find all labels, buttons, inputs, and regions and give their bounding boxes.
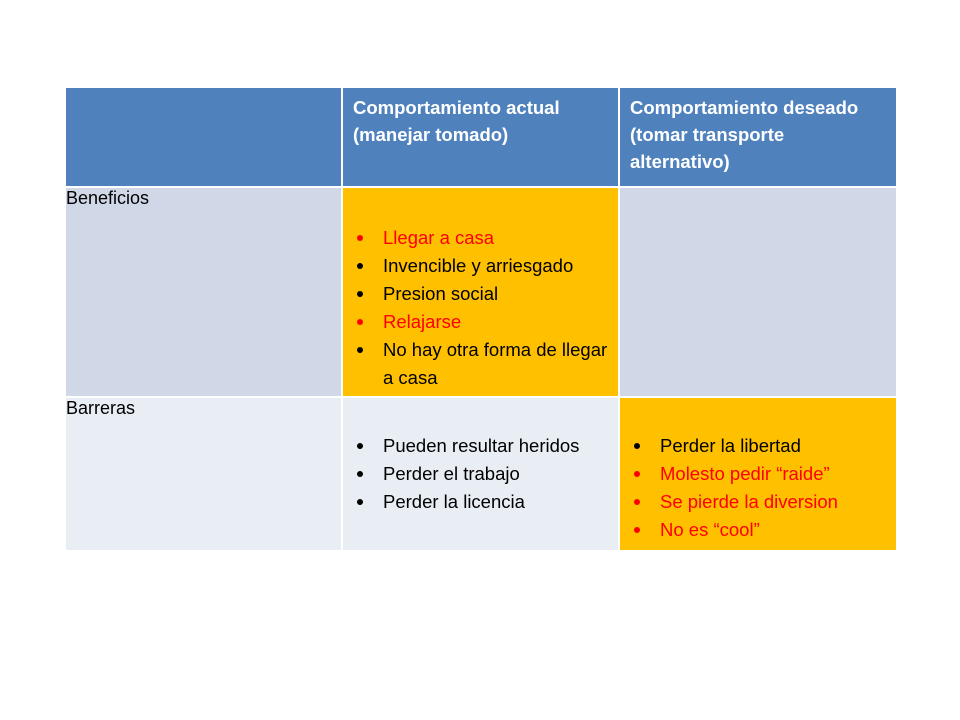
bullet-dot-icon: [634, 499, 640, 505]
list-item: [353, 432, 612, 460]
cell-barreras-actual: [342, 397, 619, 551]
bullet-dot-icon: [357, 347, 363, 353]
list-item-text: Llegar a casa: [383, 227, 495, 248]
list-item-text: Relajarse: [383, 311, 462, 332]
bullet-list: [343, 398, 618, 516]
list-item-text: Se pierde la diversion: [660, 491, 838, 512]
list-item: [630, 516, 890, 544]
list-item-text: Presion social: [383, 283, 499, 304]
list-item: [353, 280, 612, 308]
list-item-text: Pueden resultar heridos: [383, 435, 580, 456]
bullet-dot-icon: [357, 319, 363, 325]
list-item: [630, 460, 890, 488]
table-row-beneficios: [65, 187, 897, 397]
list-item-text: No hay otra forma de llegar a casa: [383, 339, 608, 388]
row-label-beneficios: Beneficios: [65, 187, 342, 397]
behavior-matrix-table: [64, 86, 898, 552]
list-item: [630, 488, 890, 516]
list-item: [353, 252, 612, 280]
bullet-dot-icon: [634, 471, 640, 477]
table-row-barreras: [65, 397, 897, 551]
bullet-dot-icon: [357, 235, 363, 241]
bullet-dot-icon: [357, 471, 363, 477]
header-desired-behavior: Comportamiento deseado (tomar transporte alternativo): [619, 87, 897, 187]
cell-beneficios-deseado: [619, 187, 897, 397]
bullet-dot-icon: [357, 499, 363, 505]
cell-barreras-deseado: [619, 397, 897, 551]
header-current-behavior: Comportamiento actual (manejar tomado): [342, 87, 619, 187]
list-item-text: Perder el trabajo: [383, 463, 520, 484]
list-item: [353, 336, 612, 392]
list-item: [353, 460, 612, 488]
list-item-text: Molesto pedir “raide”: [660, 463, 830, 484]
cell-beneficios-actual: [342, 187, 619, 397]
list-item: [353, 488, 612, 516]
bullet-dot-icon: [634, 527, 640, 533]
list-item: [630, 432, 890, 460]
header-row: [65, 87, 897, 187]
header-empty-cell: [65, 87, 342, 187]
bullet-list: [620, 188, 896, 224]
bullet-dot-icon: [357, 291, 363, 297]
list-item-text: No es “cool”: [660, 519, 760, 540]
list-item: [353, 308, 612, 336]
bullet-list: [343, 188, 618, 392]
list-item-text: Perder la licencia: [383, 491, 525, 512]
bullet-list: [620, 398, 896, 544]
list-item-text: Perder la libertad: [660, 435, 801, 456]
list-item-text: Invencible y arriesgado: [383, 255, 574, 276]
bullet-dot-icon: [357, 263, 363, 269]
bullet-dot-icon: [634, 443, 640, 449]
list-item: [353, 224, 612, 252]
bullet-dot-icon: [357, 443, 363, 449]
row-label-barreras: Barreras: [65, 397, 342, 551]
